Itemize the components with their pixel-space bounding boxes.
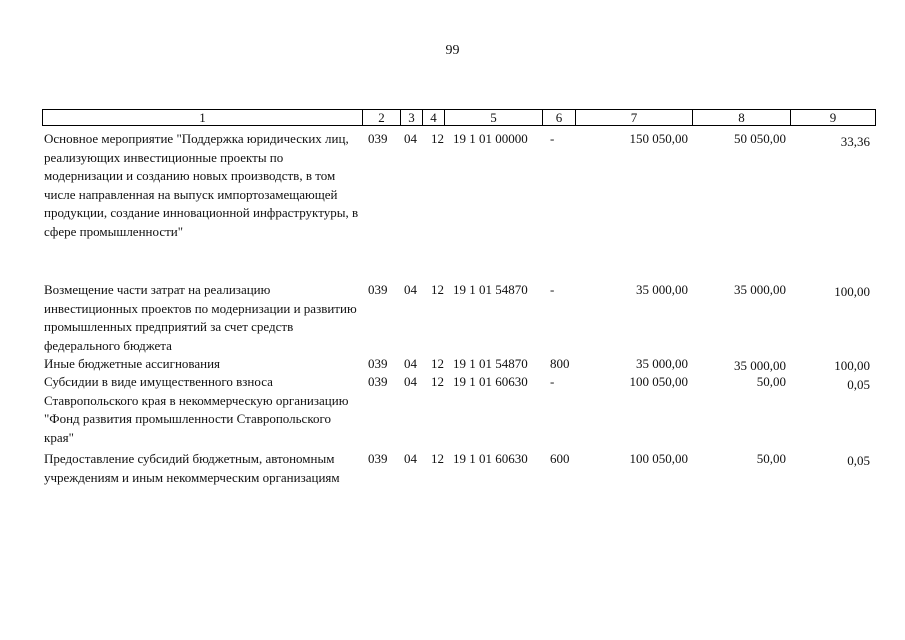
row-col-9: 0,05 <box>847 453 870 468</box>
row-col-3: 04 <box>404 282 417 297</box>
row-name: Предоставление субсидий бюджетным, автономным учреждениям и иным некоммерческим организациям <box>44 451 340 485</box>
page-number: 99 <box>445 43 460 58</box>
row-col-4: 12 <box>431 282 444 297</box>
row-col-8: 35 000,00 <box>734 282 786 297</box>
row-col-9: 0,05 <box>847 377 870 392</box>
row-col-2: 039 <box>368 451 388 466</box>
header-col-7: 7 <box>576 110 693 125</box>
row-col-9: 100,00 <box>834 358 870 373</box>
row-col-5: 19 1 01 54870 <box>453 282 528 297</box>
row-col-5: 19 1 01 54870 <box>453 356 528 371</box>
row-col-5: 19 1 01 60630 <box>453 374 528 389</box>
row-col-5: 19 1 01 60630 <box>453 451 528 466</box>
row-col-6: 600 <box>550 451 570 466</box>
row-col-5: 19 1 01 00000 <box>453 131 528 146</box>
row-col-4: 12 <box>431 131 444 146</box>
row-col-7: 100 050,00 <box>629 451 688 466</box>
row-col-2: 039 <box>368 282 388 297</box>
row-col-3: 04 <box>404 451 417 466</box>
row-name: Субсидии в виде имущественного взноса Ставропольского края в некоммерческую организацию "Фонд развития промышленности Ставропольского края" <box>44 374 349 445</box>
row-col-8: 50,00 <box>756 374 786 389</box>
row-col-9: 100,00 <box>834 284 870 299</box>
header-col-2: 2 <box>363 110 401 125</box>
row-col-8: 50,00 <box>756 451 786 466</box>
row-col-6: - <box>550 131 555 146</box>
row-col-9: 33,36 <box>840 134 870 149</box>
row-col-6: - <box>550 282 555 297</box>
row-col-7: 100 050,00 <box>629 374 688 389</box>
row-col-6: - <box>550 374 555 389</box>
row-col-7: 35 000,00 <box>636 282 688 297</box>
row-col-2: 039 <box>368 131 388 146</box>
row-name: Основное мероприятие "Поддержка юридических лиц, реализующих инвестиционные проекты по модернизации и созданию новых производств, в том числе направленная на выпуск импортозамещающей продукции, создание инновационной инфраструктуры, в сфере промышленности" <box>44 131 359 239</box>
row-col-2: 039 <box>368 374 388 389</box>
row-col-7: 35 000,00 <box>636 356 688 371</box>
row-col-8: 50 050,00 <box>734 131 786 146</box>
header-col-3: 3 <box>401 110 423 125</box>
row-col-6: 800 <box>550 356 570 371</box>
row-col-4: 12 <box>431 374 444 389</box>
row-col-3: 04 <box>404 356 417 371</box>
row-col-4: 12 <box>431 451 444 466</box>
row-name: Возмещение части затрат на реализацию инвестиционных проектов по модернизации и развитию промышленных предприятий за счет средств федерального бюджета <box>44 282 357 353</box>
row-name: Иные бюджетные ассигнования <box>44 356 221 371</box>
header-col-6: 6 <box>543 110 576 125</box>
table-header <box>42 109 876 126</box>
header-col-4: 4 <box>423 110 445 125</box>
row-col-3: 04 <box>404 374 417 389</box>
header-col-8: 8 <box>693 110 791 125</box>
header-col-5: 5 <box>445 110 543 125</box>
row-col-2: 039 <box>368 356 388 371</box>
row-col-4: 12 <box>431 356 444 371</box>
row-col-7: 150 050,00 <box>629 131 688 146</box>
header-col-9: 9 <box>829 110 837 125</box>
row-col-3: 04 <box>404 131 417 146</box>
header-col-1: 1 <box>43 110 363 125</box>
row-col-8: 35 000,00 <box>734 358 786 373</box>
